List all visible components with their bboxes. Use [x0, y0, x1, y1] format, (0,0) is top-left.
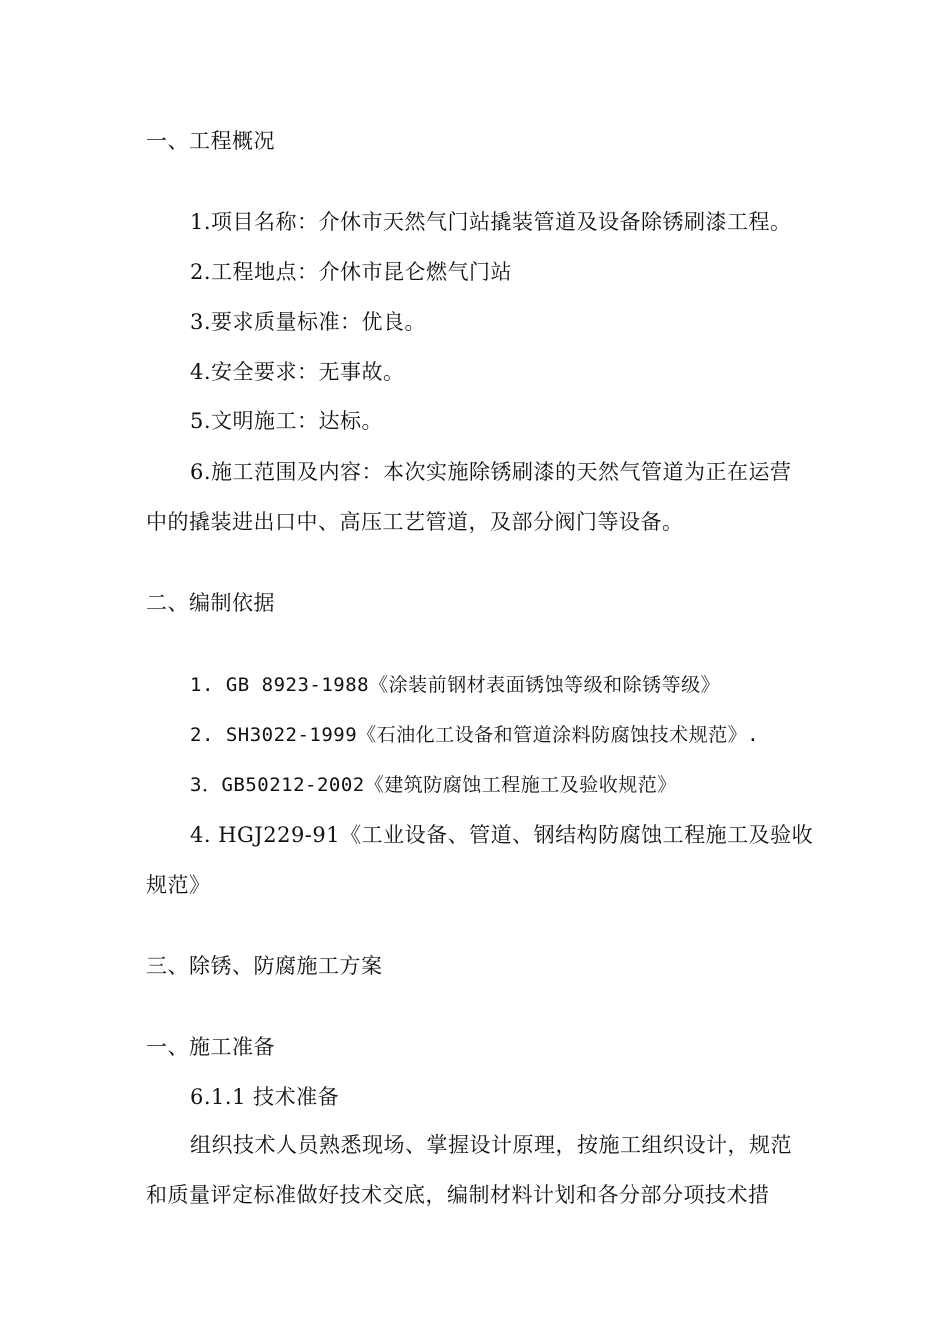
basis-item-gb50212: 3．GB50212-2002《建筑防腐蚀工程施工及验收规范》	[190, 774, 677, 796]
section-heading-prep: 一、施工准备	[146, 1035, 275, 1059]
overview-item-scope-line1: 6.施工范围及内容：本次实施除锈刷漆的天然气管道为正在运营	[190, 460, 792, 484]
prep-paragraph-line2: 和质量评定标准做好技术交底，编制材料计划和各分部分项技术措	[146, 1183, 770, 1207]
basis-item-hgj229-line1: 4. HGJ229-91《工业设备、管道、钢结构防腐蚀工程施工及验收	[190, 823, 814, 847]
subheading-tech-prep: 6.1.1 技术准备	[190, 1085, 340, 1109]
overview-item-safety: 4.安全要求：无事故。	[190, 360, 405, 384]
basis-item-gb8923: 1. GB 8923-1988《涂装前钢材表面锈蚀等级和除锈等级》	[190, 674, 721, 696]
overview-item-location: 2.工程地点：介休市昆仑燃气门站	[190, 260, 513, 284]
prep-paragraph-line1: 组织技术人员熟悉现场、掌握设计原理，按施工组织设计，规范	[190, 1133, 792, 1157]
overview-item-project-name: 1.项目名称：介休市天然气门站撬装管道及设备除锈刷漆工程。	[190, 210, 792, 234]
overview-item-quality: 3.要求质量标准：优良。	[190, 310, 427, 334]
section-heading-plan: 三、除锈、防腐施工方案	[146, 954, 383, 978]
overview-item-civilized: 5.文明施工：达标。	[190, 409, 384, 433]
basis-item-hgj229-line2: 规范》	[146, 873, 211, 897]
basis-item-sh3022: 2. SH3022-1999《石油化工设备和管道涂料防腐蚀技术规范》.	[190, 724, 760, 746]
overview-item-scope-line2: 中的撬装进出口中、高压工艺管道，及部分阀门等设备。	[146, 510, 684, 534]
section-heading-basis: 二、编制依据	[146, 591, 275, 615]
section-heading-overview: 一、工程概况	[146, 129, 275, 153]
